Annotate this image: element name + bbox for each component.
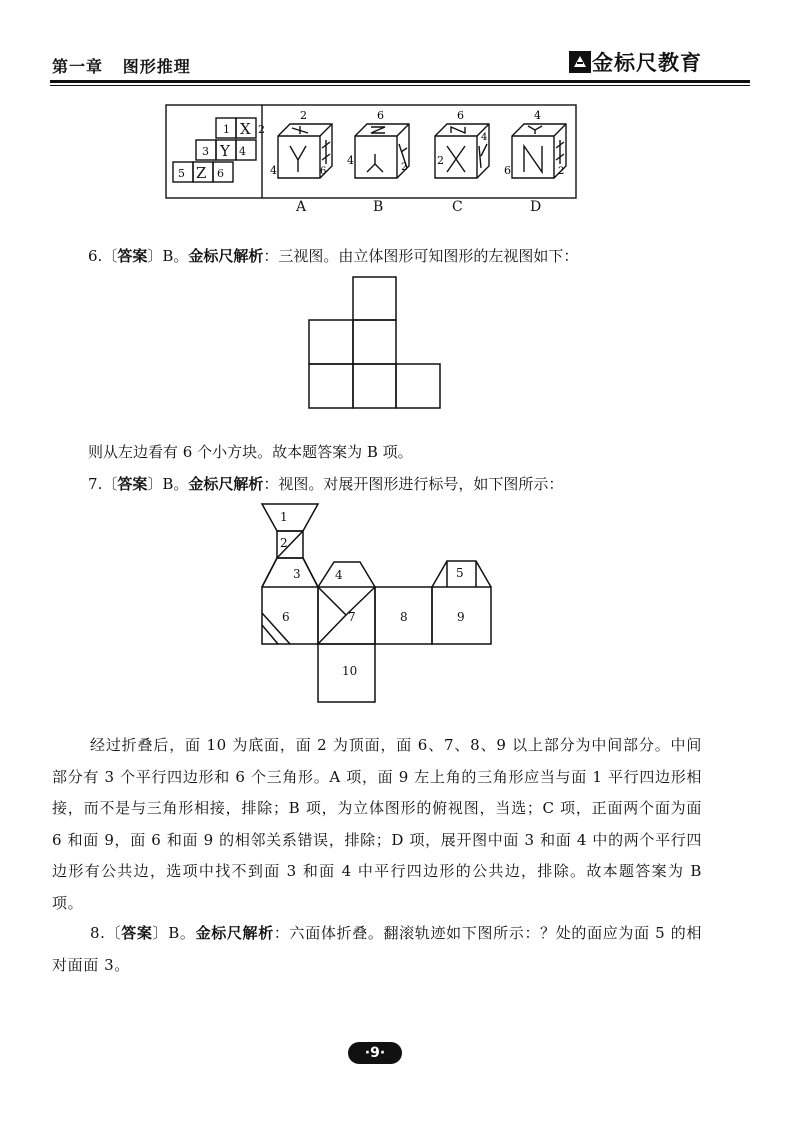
header-rule — [50, 80, 750, 83]
cube-c-top-number: 6 — [457, 109, 464, 122]
net-label-x: X — [240, 120, 251, 138]
option-b-label: B — [373, 199, 384, 215]
cube-b-top-number: 6 — [377, 109, 384, 122]
cube-b-left-number: 4 — [347, 154, 354, 167]
cube-option-b — [347, 109, 409, 178]
net-number-1: 1 — [223, 123, 230, 136]
cube-c-right-number: 4 — [481, 132, 488, 143]
net-label-z: Z — [196, 164, 207, 182]
chapter-header — [52, 54, 191, 77]
cube-a-top-number: 2 — [300, 109, 307, 122]
q6-line — [88, 244, 578, 268]
q8-analysis-label: 金标尺解析 — [195, 924, 274, 942]
cube-c-left-number: 2 — [437, 154, 444, 167]
face-10-label: 10 — [342, 664, 358, 678]
header-rule-thin — [50, 85, 750, 86]
face-6-label: 6 — [282, 610, 290, 624]
brand-name: 金标尺教育 — [592, 51, 702, 75]
face-5-label: 5 — [456, 566, 464, 580]
cube-option-a — [270, 109, 332, 178]
q6-analysis-label: 金标尺解析 — [188, 247, 264, 265]
option-c-label: C — [452, 199, 463, 215]
q7-line — [88, 472, 563, 496]
q7-answer: 〕B。 — [147, 475, 189, 493]
cube-d-top-number: 4 — [534, 109, 541, 122]
figure-q5 — [165, 104, 590, 216]
face-2-label: 2 — [280, 536, 288, 550]
cube-option-d — [504, 109, 566, 178]
chapter-label: 第一章 — [52, 57, 104, 76]
page-number: ·9· — [348, 1042, 402, 1064]
net-number-6: 6 — [217, 167, 224, 180]
q7-analysis-label: 金标尺解析 — [188, 475, 264, 493]
q8-paragraph — [52, 918, 702, 981]
q6-text: ：三视图。由立体图形可知图形的左视图如下： — [263, 247, 579, 265]
q6-conclusion: 则从左边看有 6 个小方块。故本题答案为 B 项。 — [88, 443, 413, 461]
cube-d-right-number: 2 — [558, 166, 565, 177]
net-number-5: 5 — [178, 167, 185, 180]
option-a-label: A — [296, 199, 307, 215]
q6-prefix: 6.〔 — [88, 247, 118, 265]
q7-answer-word: 答案 — [117, 475, 148, 493]
q7-prefix: 7.〔 — [88, 475, 118, 493]
brand-logo — [568, 49, 702, 75]
net-label-y: Y — [220, 142, 230, 160]
face-7-label: 7 — [348, 610, 356, 624]
cube-option-c — [435, 109, 489, 178]
figure-q6-left-view — [308, 276, 443, 411]
q6-answer-word: 答案 — [117, 247, 148, 265]
q7-text: ：视图。对展开图形进行标号，如下图所示： — [263, 475, 564, 493]
cube-a-left-number: 4 — [270, 164, 277, 177]
net-number-4: 4 — [239, 145, 246, 158]
q8-prefix: 8.〔 — [90, 924, 122, 942]
q6-answer: 〕B。 — [147, 247, 189, 265]
q8-text: ：六面体折叠。翻滚轨迹如下图所示：？处的面应为面 5 的相对面面 3。 — [52, 924, 702, 974]
net-number-3: 3 — [202, 145, 209, 158]
face-4-label: 4 — [335, 568, 343, 582]
cube-b-right-number: 2 — [401, 162, 408, 173]
figure-q7-net — [256, 501, 496, 706]
net-number-2: 2 — [258, 123, 265, 136]
cube-d-left-number: 6 — [504, 164, 511, 177]
q7-explanation: 经过折叠后，面 10 为底面，面 2 为顶面，面 6、7、8、9 以上部分为中间部分。中间部分有 3 个平行四边形和 6 个三角形。A 项，面 9 左上角的三角形应当与面 1 平行四边形相接，而不是与三角形相接，排除；B 项，为立体图形的俯视图，当选；C 项，正面两个面为面 6 和面 9，面 6 和面 9 的相邻关系错误，排除；D 项，展开图中面 3 和面 4 中的两个平行四边形有公共边，选项中找不到面 3 和面 4 中平行四边形的公共边，排除。故本题答案为 B 项。 — [52, 736, 702, 912]
option-d-label: D — [530, 199, 542, 215]
brand-mark-icon — [568, 50, 592, 74]
face-9-label: 9 — [457, 610, 465, 624]
face-1-label: 1 — [280, 510, 288, 524]
section-label: 图形推理 — [122, 57, 191, 76]
q8-answer: 〕B。 — [152, 924, 196, 942]
face-3-label: 3 — [293, 567, 301, 581]
face-8-label: 8 — [400, 610, 408, 624]
q8-answer-word: 答案 — [121, 924, 153, 942]
page-number-value: 9 — [370, 1045, 380, 1061]
cube-a-right-number: 6 — [320, 166, 327, 177]
